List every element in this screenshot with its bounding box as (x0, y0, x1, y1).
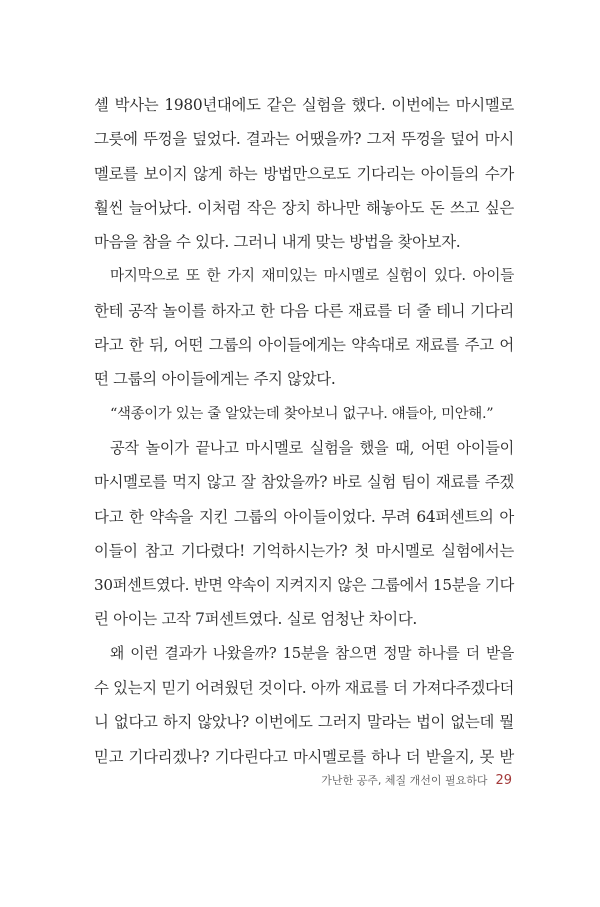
body-text (94, 88, 514, 774)
text-line: 멜로를 보이지 않게 하는 방법만으로도 기다리는 아이들의 수가 (94, 164, 514, 183)
text-line: 이들이 참고 기다렸다! 기억하시는가? 첫 마시멜로 실험에서는 (94, 541, 514, 560)
running-title: 가난한 공주, 체질 개선이 필요하다 (321, 774, 488, 787)
page-number: 29 (495, 773, 512, 788)
page-footer (321, 772, 512, 788)
text-line: 수 있는지 믿기 어려웠던 것이다. 아까 재료를 더 가져다주겠다더 (94, 679, 515, 698)
text-line: 다고 한 약속을 지킨 그룹의 아이들이었다. 무려 64퍼센트의 아 (94, 507, 514, 526)
quote-line: “색종이가 있는 줄 알았는데 찾아보니 없구나. 얘들아, 미안해.” (110, 405, 494, 422)
text-line: 셸 박사는 1980년대에도 같은 실험을 했다. 이번에는 마시멜로 (94, 96, 514, 114)
text-line: 마지막으로 또 한 가지 재미있는 마시멜로 실험이 있다. 아이들 (110, 267, 514, 285)
text-line: 한테 공작 놀이를 하자고 한 다음 다른 재료를 더 줄 테니 기다리 (94, 301, 514, 320)
text-line: 라고 한 뒤, 어떤 그룹의 아이들에게는 약속대로 재료를 주고 어 (94, 336, 514, 355)
text-line: 니 없다고 하지 않았나? 이번에도 그러지 말라는 법이 없는데 뭘 (94, 713, 514, 732)
text-line: 그릇에 뚜껑을 덮었다. 결과는 어땠을까? 그저 뚜껑을 덮어 마시 (94, 130, 514, 149)
text-line: 공작 놀이가 끝나고 마시멜로 실험을 했을 때, 어떤 아이들이 (110, 438, 514, 457)
text-line: 떤 그룹의 아이들에게는 주지 않았다. (94, 370, 336, 389)
text-line: 믿고 기다리겠나? 기다린다고 마시멜로를 하나 더 받을지, 못 받 (94, 747, 514, 766)
text-line: 30퍼센트였다. 반면 약속이 지켜지지 않은 그룹에서 15분을 기다 (94, 576, 514, 595)
text-line: 훨씬 늘어났다. 이처럼 작은 장치 하나만 해놓아도 돈 쓰고 싶은 (94, 198, 514, 217)
text-line: 왜 이런 결과가 나왔을까? 15분을 참으면 정말 하나를 더 받을 (110, 644, 514, 662)
text-line: 린 아이는 고작 7퍼센트였다. 실로 엄청난 차이다. (94, 610, 418, 629)
text-line: 마시멜로를 먹지 않고 잘 참았을까? 바로 실험 팀이 재료를 주겠 (94, 473, 514, 492)
text-line: 마음을 참을 수 있다. 그러니 내게 맞는 방법을 찾아보자. (94, 233, 461, 252)
